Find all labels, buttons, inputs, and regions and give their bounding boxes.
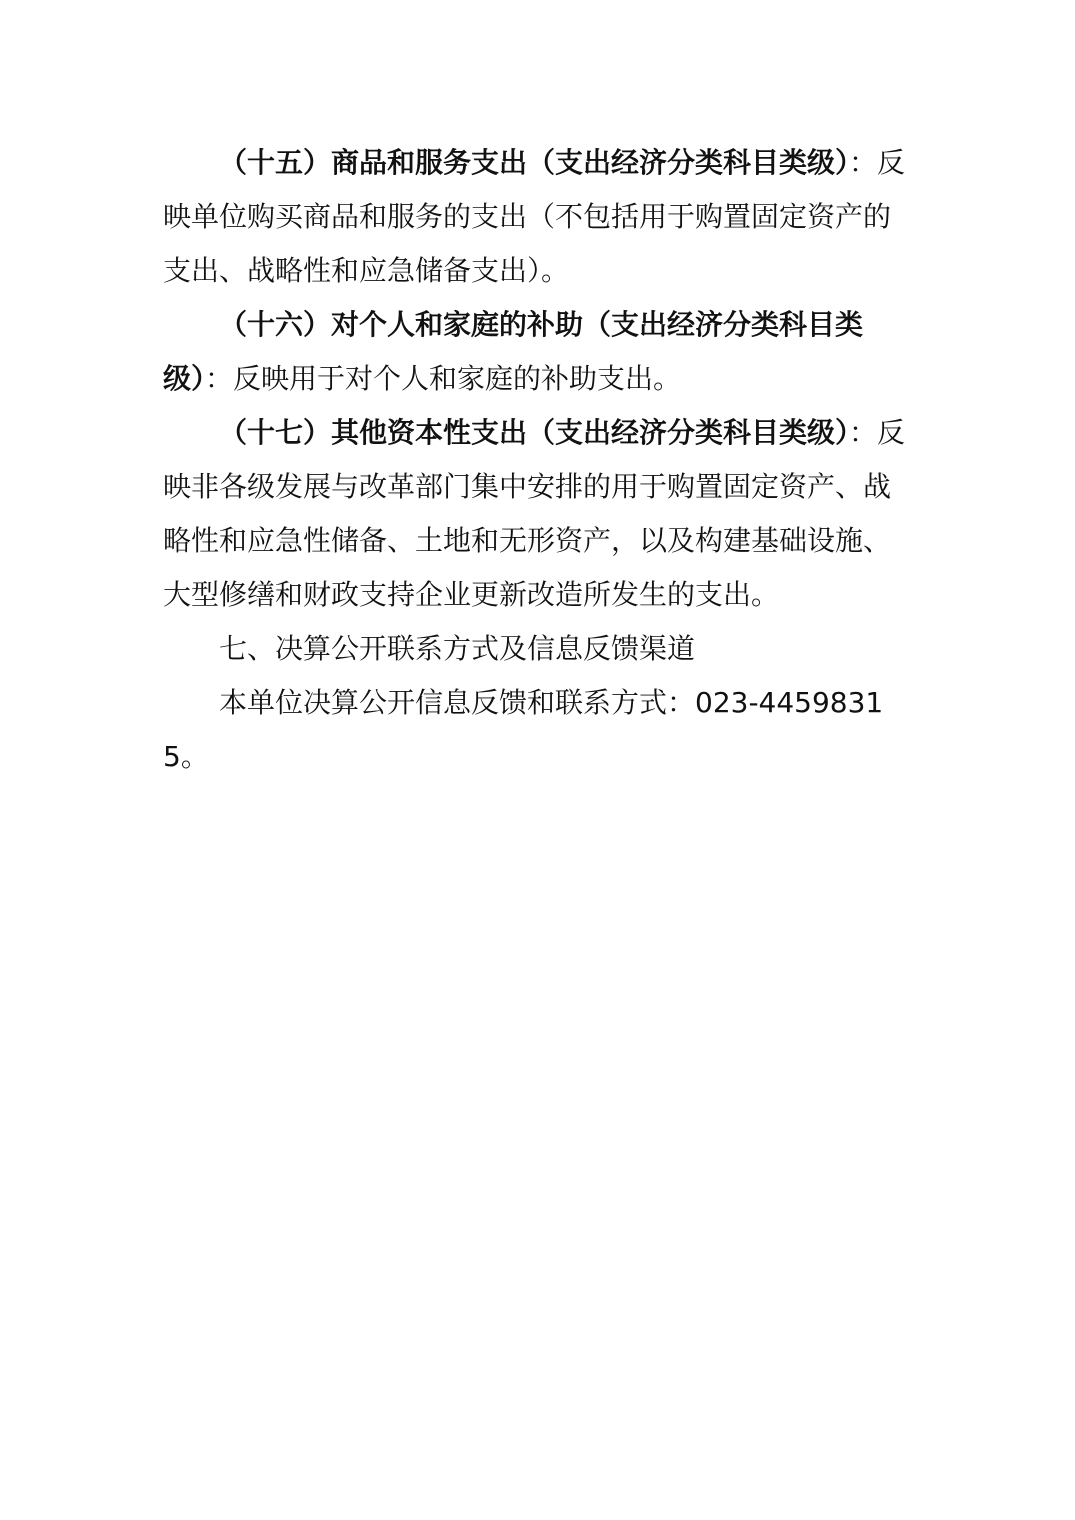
document-body — [163, 136, 915, 784]
contact-info: 本单位决算公开信息反馈和联系方式：023-44598315。 — [163, 686, 884, 773]
paragraph-text: ：反映用于对个人和家庭的补助支出。 — [205, 362, 682, 395]
paragraph-text: ：反映非各级发展与改革部门集中安排的用于购置固定资产、战略性和应急性储备、土地和无形资产，以及构建基础设施、大型修缮和财政支持企业更新改造所发生的支出。 — [163, 416, 906, 611]
paragraph-other-capital — [163, 406, 915, 622]
paragraph-goods-services — [163, 136, 915, 298]
paragraph-heading: （十五）商品和服务支出（支出经济分类科目类级） — [219, 146, 850, 179]
paragraph-text: ：反映单位购买商品和服务的支出（不包括用于购置固定资产的支出、战略性和应急储备支出）。 — [163, 146, 906, 287]
section-title: 七、决算公开联系方式及信息反馈渠道 — [219, 632, 696, 665]
paragraph-household-subsidy — [163, 298, 915, 406]
paragraph-heading: （十七）其他资本性支出（支出经济分类科目类级） — [219, 416, 850, 449]
paragraph-heading: （十六）对个人和家庭的补助（支出经济分类科目类级） — [163, 308, 864, 395]
